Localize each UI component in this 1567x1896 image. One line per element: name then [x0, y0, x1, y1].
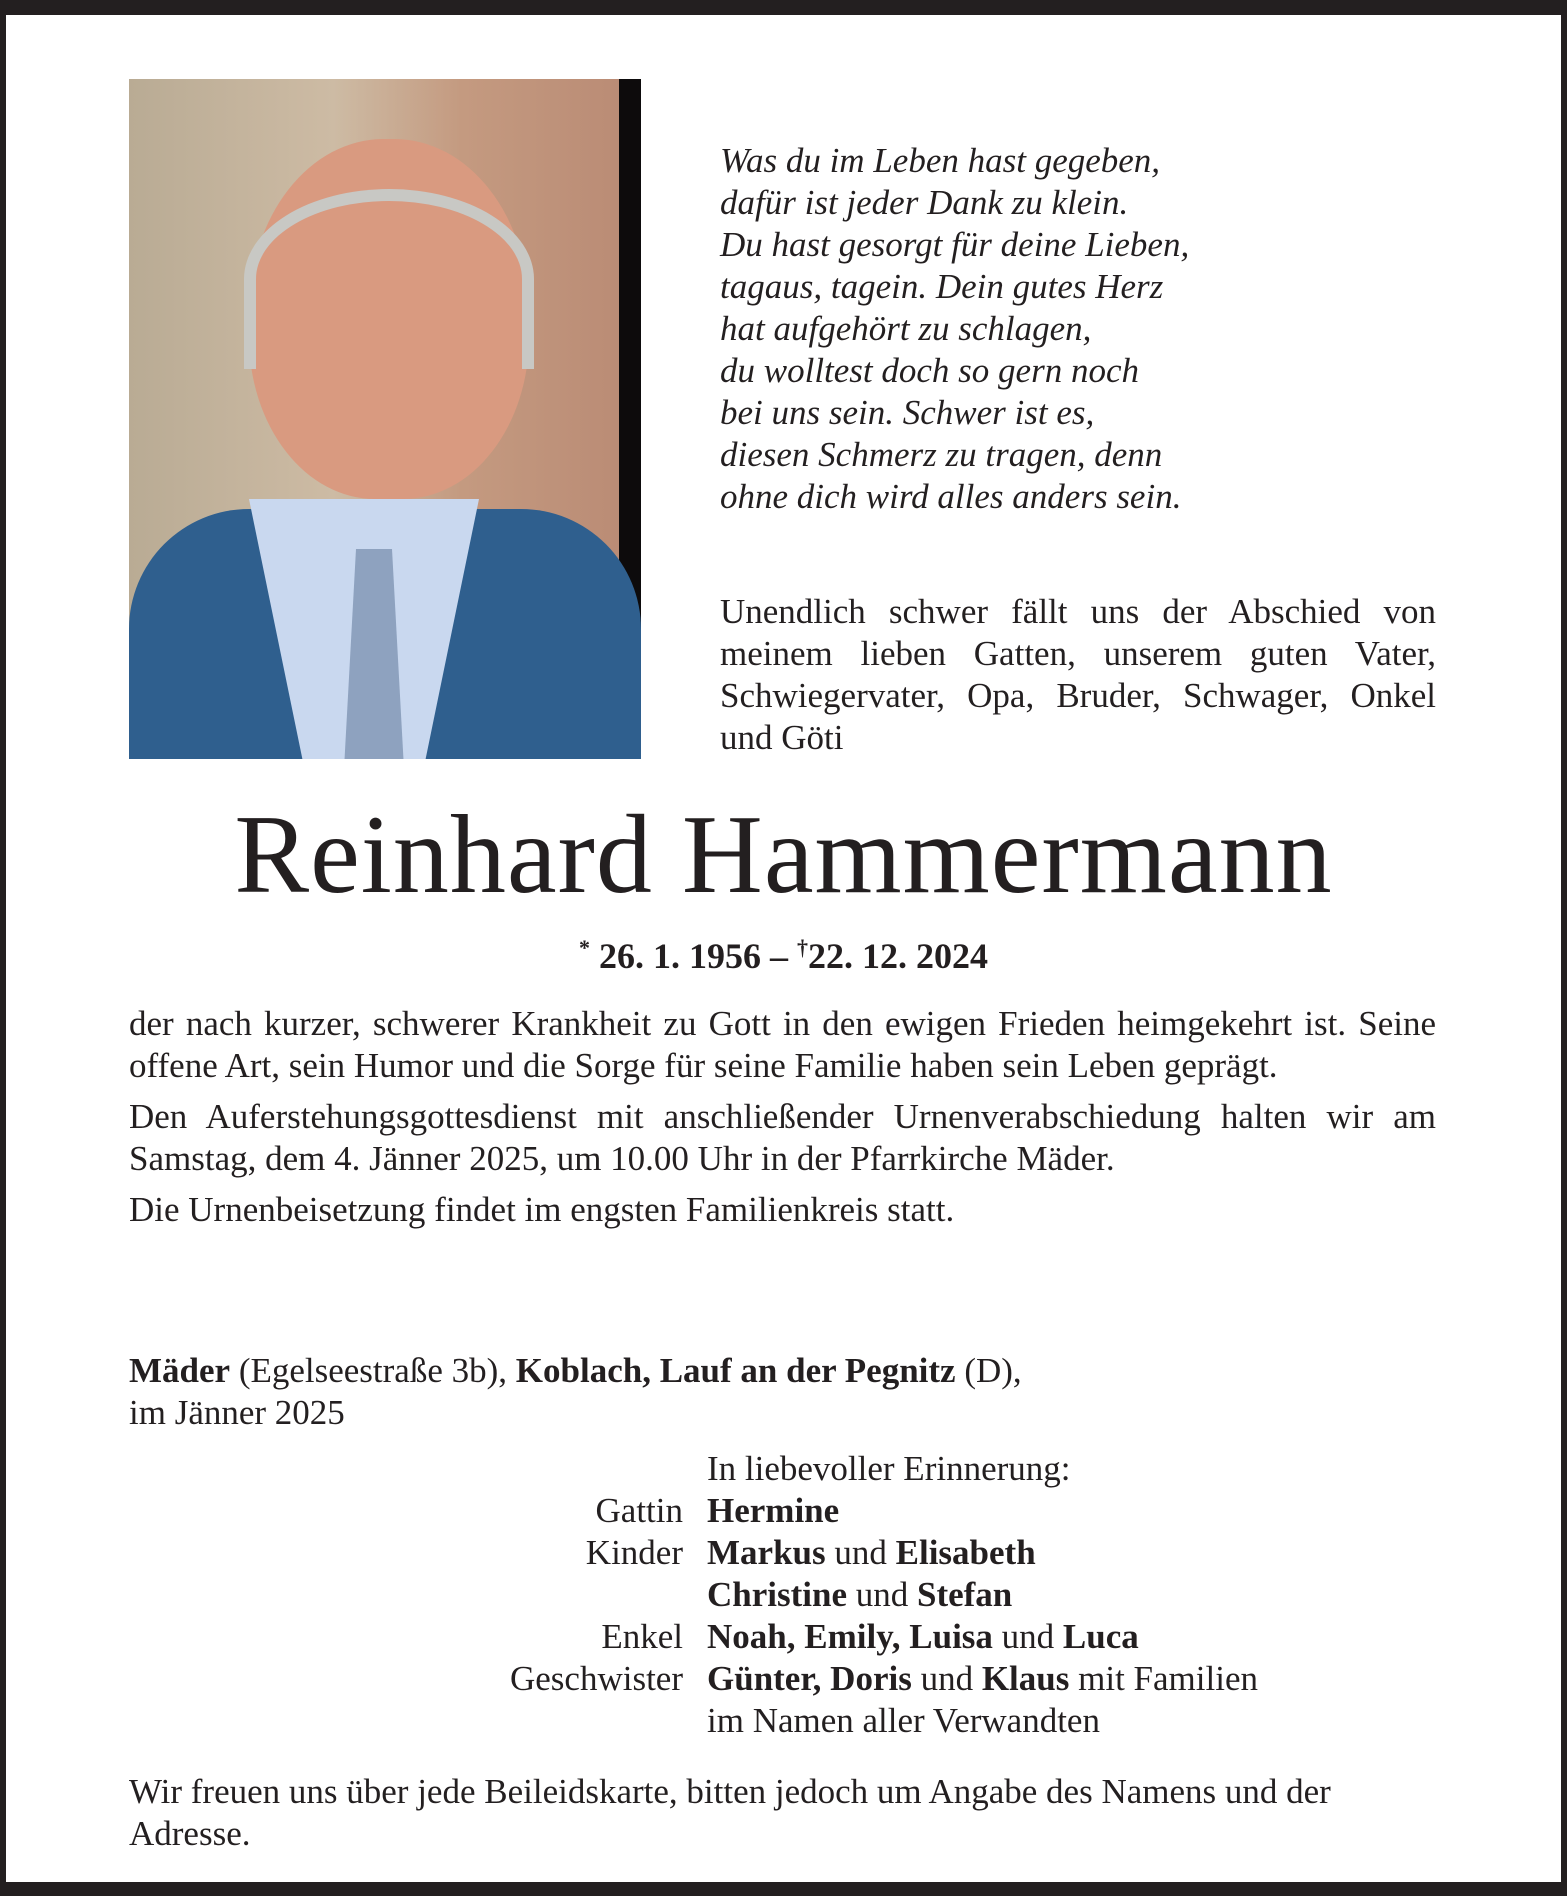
label-enkel: Enkel [601, 1617, 683, 1656]
deceased-name: Reinhard Hammermann [234, 793, 1333, 917]
portrait-photo [129, 79, 641, 759]
poem [720, 140, 1189, 518]
poem-line: dafür ist jeder Dank zu klein. [720, 183, 1129, 222]
name-kind: Markus [707, 1533, 826, 1572]
date-dash: – [770, 936, 788, 976]
memory-footer: im Namen aller Verwandten [707, 1701, 1100, 1740]
memory-heading: In liebevoller Erinnerung: [707, 1449, 1071, 1488]
body-paragraph: Den Auferstehungsgottesdienst mit anschließender Urnenverabschiedung halten wir am Samstag, dem 4. Jänner 2025, um 10.00 Uhr in der Pfarrkirche Mäder. [129, 1097, 1436, 1178]
name-kind: Christine [707, 1575, 847, 1614]
birth-symbol: * [579, 935, 590, 960]
names-enkel: Noah, Emily, Luisa [707, 1617, 993, 1656]
name-geschwister: Klaus [981, 1659, 1070, 1698]
poem-line: diesen Schmerz zu tragen, denn [720, 435, 1163, 474]
mit-familien: mit Familien [1069, 1659, 1258, 1698]
country: (D), [955, 1351, 1022, 1390]
birth-date: 26. 1. 1956 [599, 936, 761, 976]
label-gattin: Gattin [595, 1491, 683, 1530]
name-kind: Elisabeth [895, 1533, 1036, 1572]
poem-line: ohne dich wird alles anders sein. [720, 477, 1182, 516]
life-dates [0, 926, 1567, 978]
poem-line: tagaus, tagein. Dein gutes Herz [720, 267, 1164, 306]
place-and-date [129, 1350, 1022, 1434]
town-maeder: Mäder [129, 1351, 231, 1390]
poem-line: bei uns sein. Schwer ist es, [720, 393, 1095, 432]
date-line: im Jänner 2025 [129, 1393, 345, 1432]
label-geschwister: Geschwister [509, 1659, 683, 1698]
body-paragraph: der nach kurzer, schwerer Krankheit zu Gott in den ewigen Frieden heimgekehrt ist. Seine offene Art, sein Humor und die Sorge für seine Familie haben sein Leben geprägt. [129, 1004, 1436, 1085]
und: und [992, 1617, 1063, 1656]
names-geschwister: Günter, Doris [707, 1659, 912, 1698]
label-kinder: Kinder [585, 1533, 683, 1572]
poem-line: hat aufgehört zu schlagen, [720, 309, 1092, 348]
address: (Egelseestraße 3b), [230, 1351, 516, 1390]
und: und [825, 1533, 896, 1572]
und: und [911, 1659, 982, 1698]
poem-line: du wolltest doch so gern noch [720, 351, 1139, 390]
name-gattin: Hermine [707, 1491, 840, 1530]
other-towns: Koblach, Lauf an der Pegnitz [515, 1351, 956, 1390]
name-enkel: Luca [1062, 1617, 1139, 1656]
poem-line: Was du im Leben hast gegeben, [720, 141, 1161, 180]
closing-text: Wir freuen uns über jede Beileidskarte, bitten jedoch um Angabe des Namens und der Adresse. [129, 1772, 1331, 1853]
announcement-body [129, 1003, 1436, 1240]
name-kind: Stefan [917, 1575, 1013, 1614]
intro-text: Unendlich schwer fällt uns der Abschied von meinem lieben Gatten, unserem guten Vater, Schwiegervater, Opa, Bruder, Schwager, Onkel und Göti [720, 592, 1436, 757]
body-paragraph: Die Urnenbeisetzung findet im engsten Familienkreis statt. [129, 1190, 955, 1229]
poem-line: Du hast gesorgt für deine Lieben, [720, 225, 1190, 264]
death-symbol: † [797, 935, 808, 960]
und: und [847, 1575, 917, 1614]
death-date: 22. 12. 2024 [808, 936, 988, 976]
mourners-list [0, 1448, 1567, 1742]
